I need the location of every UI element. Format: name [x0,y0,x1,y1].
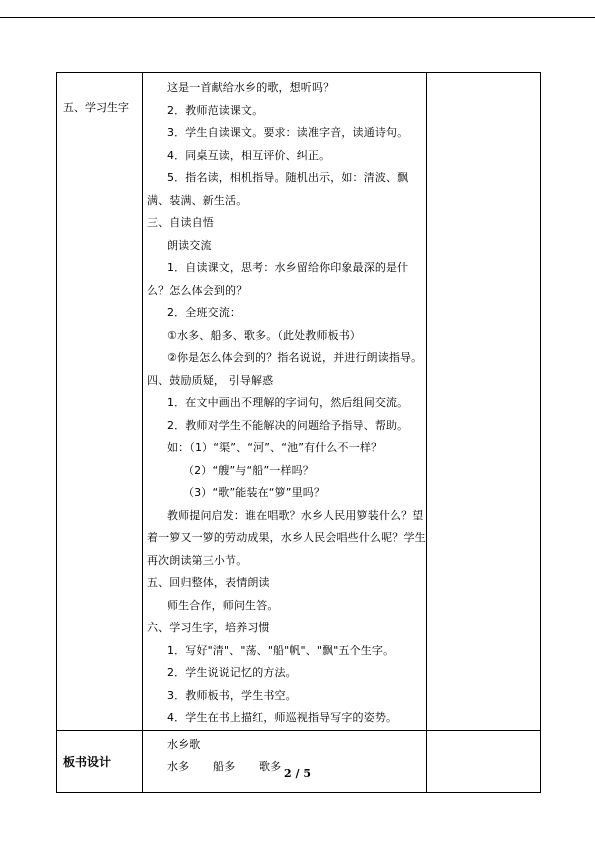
page-number: 2 / 5 [284,767,311,780]
text-line: ②你是怎么体会到的？指名说说，并进行朗读指导。 [167,351,423,364]
board-word: 船多 [212,760,236,773]
text-line: 2．教师范读课文。 [167,103,264,117]
text-line: 五、回归整体，表情朗读 [147,576,270,589]
text-line: 如：（1）“渠”、“河”、“池”有什么不一样？ [167,441,383,454]
text-line: （2）“艘”与“船”一样吗？ [183,463,314,477]
board-word: 水多 [167,760,190,773]
text-line: 1．写好"清"、"荡、"船"帆"、"飘"五个生字。 [167,643,395,657]
text-line: 六、学习生字，培养习惯 [147,621,270,634]
board-title: 水乡歌 [167,737,201,751]
header-rule [0,17,595,18]
text-line: 2．学生说说记忆的方法。 [167,666,297,679]
text-line: 5．指名读，相机指导。随机出示，如：清波、飘 [167,171,409,184]
table-row [57,730,541,792]
procedure-content [143,73,427,731]
row-label: 五、学习生字 [57,73,143,731]
notes-cell [427,73,541,731]
text-line: 么？怎么体会到的？ [147,283,248,297]
text-line: 满、装满、新生活。 [147,193,248,207]
text-line: 1．在文中画出不理解的字词句，然后组间交流。 [167,396,409,409]
text-line: 3．教师板书，学生书空。 [167,688,297,702]
text-line: 四、鼓励质疑， 引导解惑 [147,373,274,387]
text-line: 4．同桌互读，相互评价、纠正。 [167,148,331,162]
text-line: 教师提问启发：谁在唱歌？水乡人民用箩装什么？望 [167,508,424,522]
text-line: （3）“歌”能装在“箩”里吗？ [183,486,326,499]
table-row [57,73,541,731]
text-line: 三、自读自悟 [147,216,214,229]
text-line: 1．自读课文，思考：水乡留给你印象最深的是什 [167,261,409,274]
text-line: 着一箩又一箩的劳动成果，水乡人民会唱些什么呢？学生 [147,531,426,544]
text-line: 师生合作，师问生答。 [167,598,279,612]
text-line: 再次朗读第三小节。 [147,553,248,567]
text-line: 这是一首献给水乡的歌，想听吗？ [167,81,335,94]
lesson-plan-table [56,72,541,793]
board-design-label: 板书设计 [57,730,143,792]
text-line: 2．全班交流： [167,306,242,319]
notes-cell [427,730,541,792]
text-line: ①水多、船多、歌多。（此处教师板书） [167,328,362,342]
text-line: 朗读交流 [167,238,212,252]
text-line: 2．教师对学生不能解决的问题给予指导、帮助。 [167,418,409,432]
board-design-content [143,730,427,792]
text-line: 3．学生自读课文。要求：读准字音，读通诗句。 [167,126,409,139]
board-word: 歌多 [258,760,282,773]
text-line: 4．学生在书上描红，师巡视指导写字的姿势。 [167,711,398,724]
